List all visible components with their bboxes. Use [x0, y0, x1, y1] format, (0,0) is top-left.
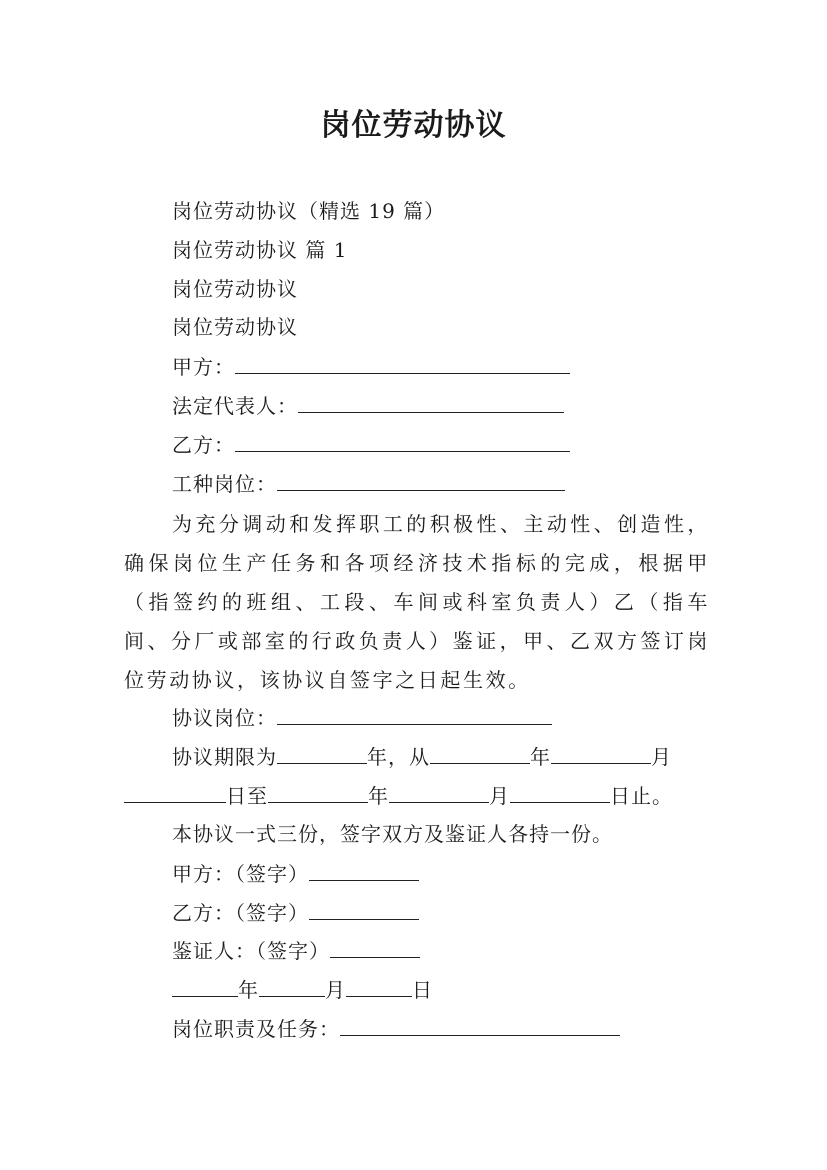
- start-month-blank[interactable]: [551, 741, 651, 764]
- start-year-blank[interactable]: [430, 741, 530, 764]
- job-type-label: 工种岗位：: [172, 472, 277, 496]
- party-b-blank[interactable]: [235, 429, 570, 452]
- end-day-blank[interactable]: [510, 780, 610, 803]
- term-year-from: 年，从: [367, 745, 430, 769]
- copies-text: 本协议一式三份，签字双方及鉴证人各持一份。: [172, 822, 613, 846]
- chapter-heading: 岗位劳动协议 篇 1: [172, 238, 348, 262]
- agreement-post-blank[interactable]: [277, 702, 552, 725]
- job-type-blank[interactable]: [277, 468, 565, 491]
- sign-a-blank[interactable]: [309, 858, 419, 881]
- term-prefix: 协议期限为: [172, 745, 277, 769]
- sign-a-label: 甲方：（签字）: [172, 862, 309, 886]
- party-b-label: 乙方：: [172, 433, 235, 457]
- date-day: 日: [412, 978, 433, 1002]
- start-day-blank[interactable]: [124, 780, 226, 803]
- duties-field: [172, 1013, 620, 1044]
- date-line: [172, 974, 433, 1005]
- term-year: 年: [530, 745, 551, 769]
- legal-rep-blank[interactable]: [298, 390, 564, 413]
- agreement-post-field: [172, 702, 552, 733]
- term-end: 日止。: [610, 784, 673, 808]
- legal-rep-field: [172, 390, 564, 421]
- agreement-post-label: 协议岗位：: [172, 706, 277, 730]
- document-title: 岗位劳动协议: [320, 108, 507, 143]
- party-a-label: 甲方：: [172, 355, 235, 379]
- sign-witness-field: [172, 935, 420, 966]
- party-a-field: [172, 351, 570, 382]
- end-year-blank[interactable]: [268, 780, 368, 803]
- term-month: 月: [651, 745, 672, 769]
- date-year: 年: [238, 978, 259, 1002]
- section-heading-2: 岗位劳动协议: [172, 315, 298, 339]
- term-year-end: 年: [368, 784, 389, 808]
- sign-b-field: [172, 897, 419, 928]
- sign-b-label: 乙方：（签字）: [172, 901, 309, 925]
- main-paragraph: 为充分调动和发挥职工的积极性、主动性、创造性，确保岗位生产任务和各项经济技术指标的完成，根据甲（指签约的班组、工段、车间或科室负责人）乙（指车间、分厂或部室的行政负责人）鉴证，甲、乙双方签订岗位劳动协议，该协议自签字之日起生效。: [124, 512, 710, 692]
- legal-rep-label: 法定代表人：: [172, 394, 298, 418]
- date-day-blank[interactable]: [346, 974, 412, 997]
- date-month: 月: [325, 978, 346, 1002]
- party-b-field: [172, 429, 570, 460]
- sign-b-blank[interactable]: [309, 897, 419, 920]
- sign-witness-label: 鉴证人：（签字）: [172, 939, 330, 963]
- sign-witness-blank[interactable]: [330, 935, 420, 958]
- subtitle: 岗位劳动协议（精选 19 篇）: [172, 199, 446, 223]
- term-day-to: 日至: [226, 784, 268, 808]
- job-type-field: [172, 468, 565, 499]
- date-month-blank[interactable]: [259, 974, 325, 997]
- party-a-blank[interactable]: [235, 351, 570, 374]
- term-years-blank[interactable]: [277, 741, 367, 764]
- duties-blank[interactable]: [340, 1013, 620, 1036]
- date-year-blank[interactable]: [172, 974, 238, 997]
- sign-a-field: [172, 858, 419, 889]
- term-month-end: 月: [489, 784, 510, 808]
- term-line-2: [124, 780, 673, 811]
- section-heading: 岗位劳动协议: [172, 277, 298, 301]
- term-line-1: [172, 741, 672, 772]
- duties-label: 岗位职责及任务：: [172, 1017, 340, 1041]
- end-month-blank[interactable]: [389, 780, 489, 803]
